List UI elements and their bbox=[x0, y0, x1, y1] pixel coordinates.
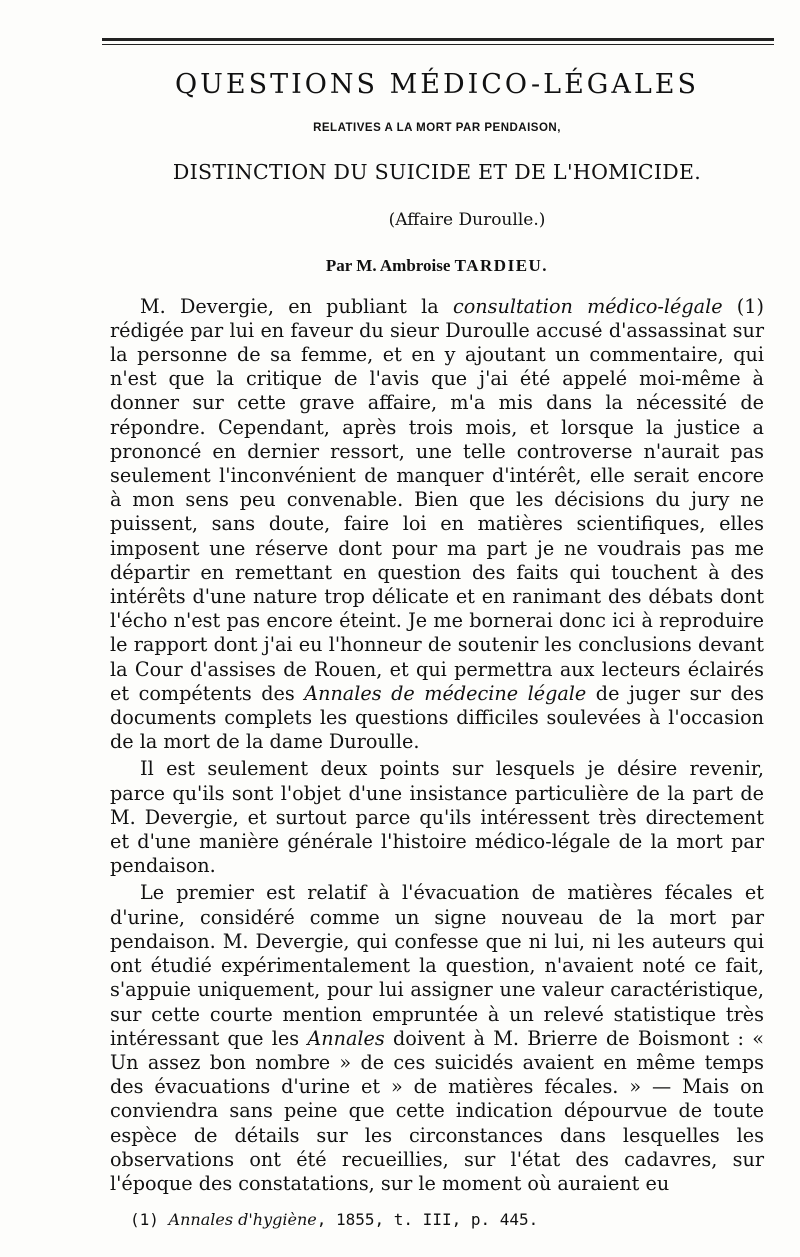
paragraph-3-emphasis: Annales bbox=[307, 1026, 385, 1050]
footnote-title: Annales d'hygiène bbox=[168, 1210, 317, 1230]
paragraph-1-text-c: de juger sur des documents complets les questions difficiles soulevées à l'occasion de la mort de la dame Duroulle. bbox=[110, 681, 764, 754]
paragraph-1-emphasis-2: Annales de médecine légale bbox=[304, 681, 587, 705]
author-prefix: Par M. Ambroise bbox=[325, 256, 451, 276]
page-content bbox=[110, 62, 764, 1232]
footnote bbox=[110, 1208, 764, 1232]
footnote-number: (1) bbox=[130, 1210, 159, 1230]
article-subtitle: RELATIVES A LA MORT PAR PENDAISON, bbox=[313, 122, 561, 134]
article-body bbox=[110, 295, 764, 1197]
affaire-label: (Affaire Duroulle.) bbox=[388, 210, 546, 231]
paragraph-1-text-b: (1) rédigée par lui en faveur du sieur Duroulle accusé d'assassinat sur la personne de sa femme, et en y ajoutant un commentaire, qui n'est que la critique de l'avis que j'ai été appelé moi-même à donner sur cette grave affaire, m'a mis dans la nécessité de répondre. Cependant, après trois mois, et lorsque la justice a prononcé en dernier ressort, une telle controverse n'aurait pas seulement l'inconvénient de manquer d'intérêt, elle serait encore à mon sens peu convenable. Bien que les décisions du jury ne puissent, sans doute, faire loi en matières scientifiques, elles imposent une réserve dont pour ma part je ne voudrais pas me départir en remettant en question des faits qui touchent à des intérêts d'une nature trop délicate et en ranimant des débats dont l'écho n'est pas encore éteint. Je me bornerai donc ici à reproduire le rapport dont j'ai eu l'honneur de soutenir les conclusions devant la Cour d'assises de Rouen, et qui permettra aux lecteurs éclairés et compétents des bbox=[110, 294, 764, 705]
article-title-secondary: DISTINCTION DU SUICIDE ET DE L'HOMICIDE. bbox=[172, 160, 702, 185]
paragraph-2-text: Il est seulement deux points sur lesquels je désire revenir, parce qu'ils sont l'objet d'une insistance particulière de la part de M. Devergie, et surtout parce qu'ils intéressent très directement et d'une manière générale l'histoire médico-légale de la mort par pendaison. bbox=[110, 757, 764, 878]
paragraph-3 bbox=[110, 881, 764, 1196]
paragraph-1-text-a: M. Devergie, en publiant la bbox=[140, 294, 453, 318]
header-rule-thick bbox=[102, 38, 774, 41]
header-rule-thin bbox=[102, 44, 774, 45]
article-title: QUESTIONS MÉDICO-LÉGALES bbox=[174, 69, 700, 100]
paragraph-2 bbox=[110, 757, 764, 878]
paragraph-3-text-b: doivent à M. Brierre de Boismont : « Un assez bon nombre » de ces suicidés avaient en même temps des évacuations d'urine et » de matières fécales. » — Mais on conviendra sans peine que cette indication dépourvue de toute espèce de détails sur les circonstances dans lesquelles les observations ont été recueillies, sur l'état des cadavres, sur l'époque des constatations, sur le moment où auraient eu bbox=[110, 1026, 765, 1195]
author-line bbox=[110, 254, 764, 278]
paragraph-3-text-a: Le premier est relatif à l'évacuation de matières fécales et d'urine, considéré comme un signe nouveau de la mort par pendaison. M. Devergie, qui confesse que ni lui, ni les auteurs qui ont étudié expérimentalement la question, n'avaient noté ce fait, s'appuie uniquement, pour lui assigner une valeur caractéristique, sur cette courte mention empruntée à un relevé statistique très intéressant que les bbox=[110, 881, 764, 1050]
paragraph-1 bbox=[110, 295, 764, 755]
author-name: TARDIEU. bbox=[454, 256, 549, 276]
footnote-reference: , 1855, t. III, p. 445. bbox=[316, 1210, 539, 1230]
paragraph-1-emphasis: consultation médico-légale bbox=[452, 294, 723, 318]
